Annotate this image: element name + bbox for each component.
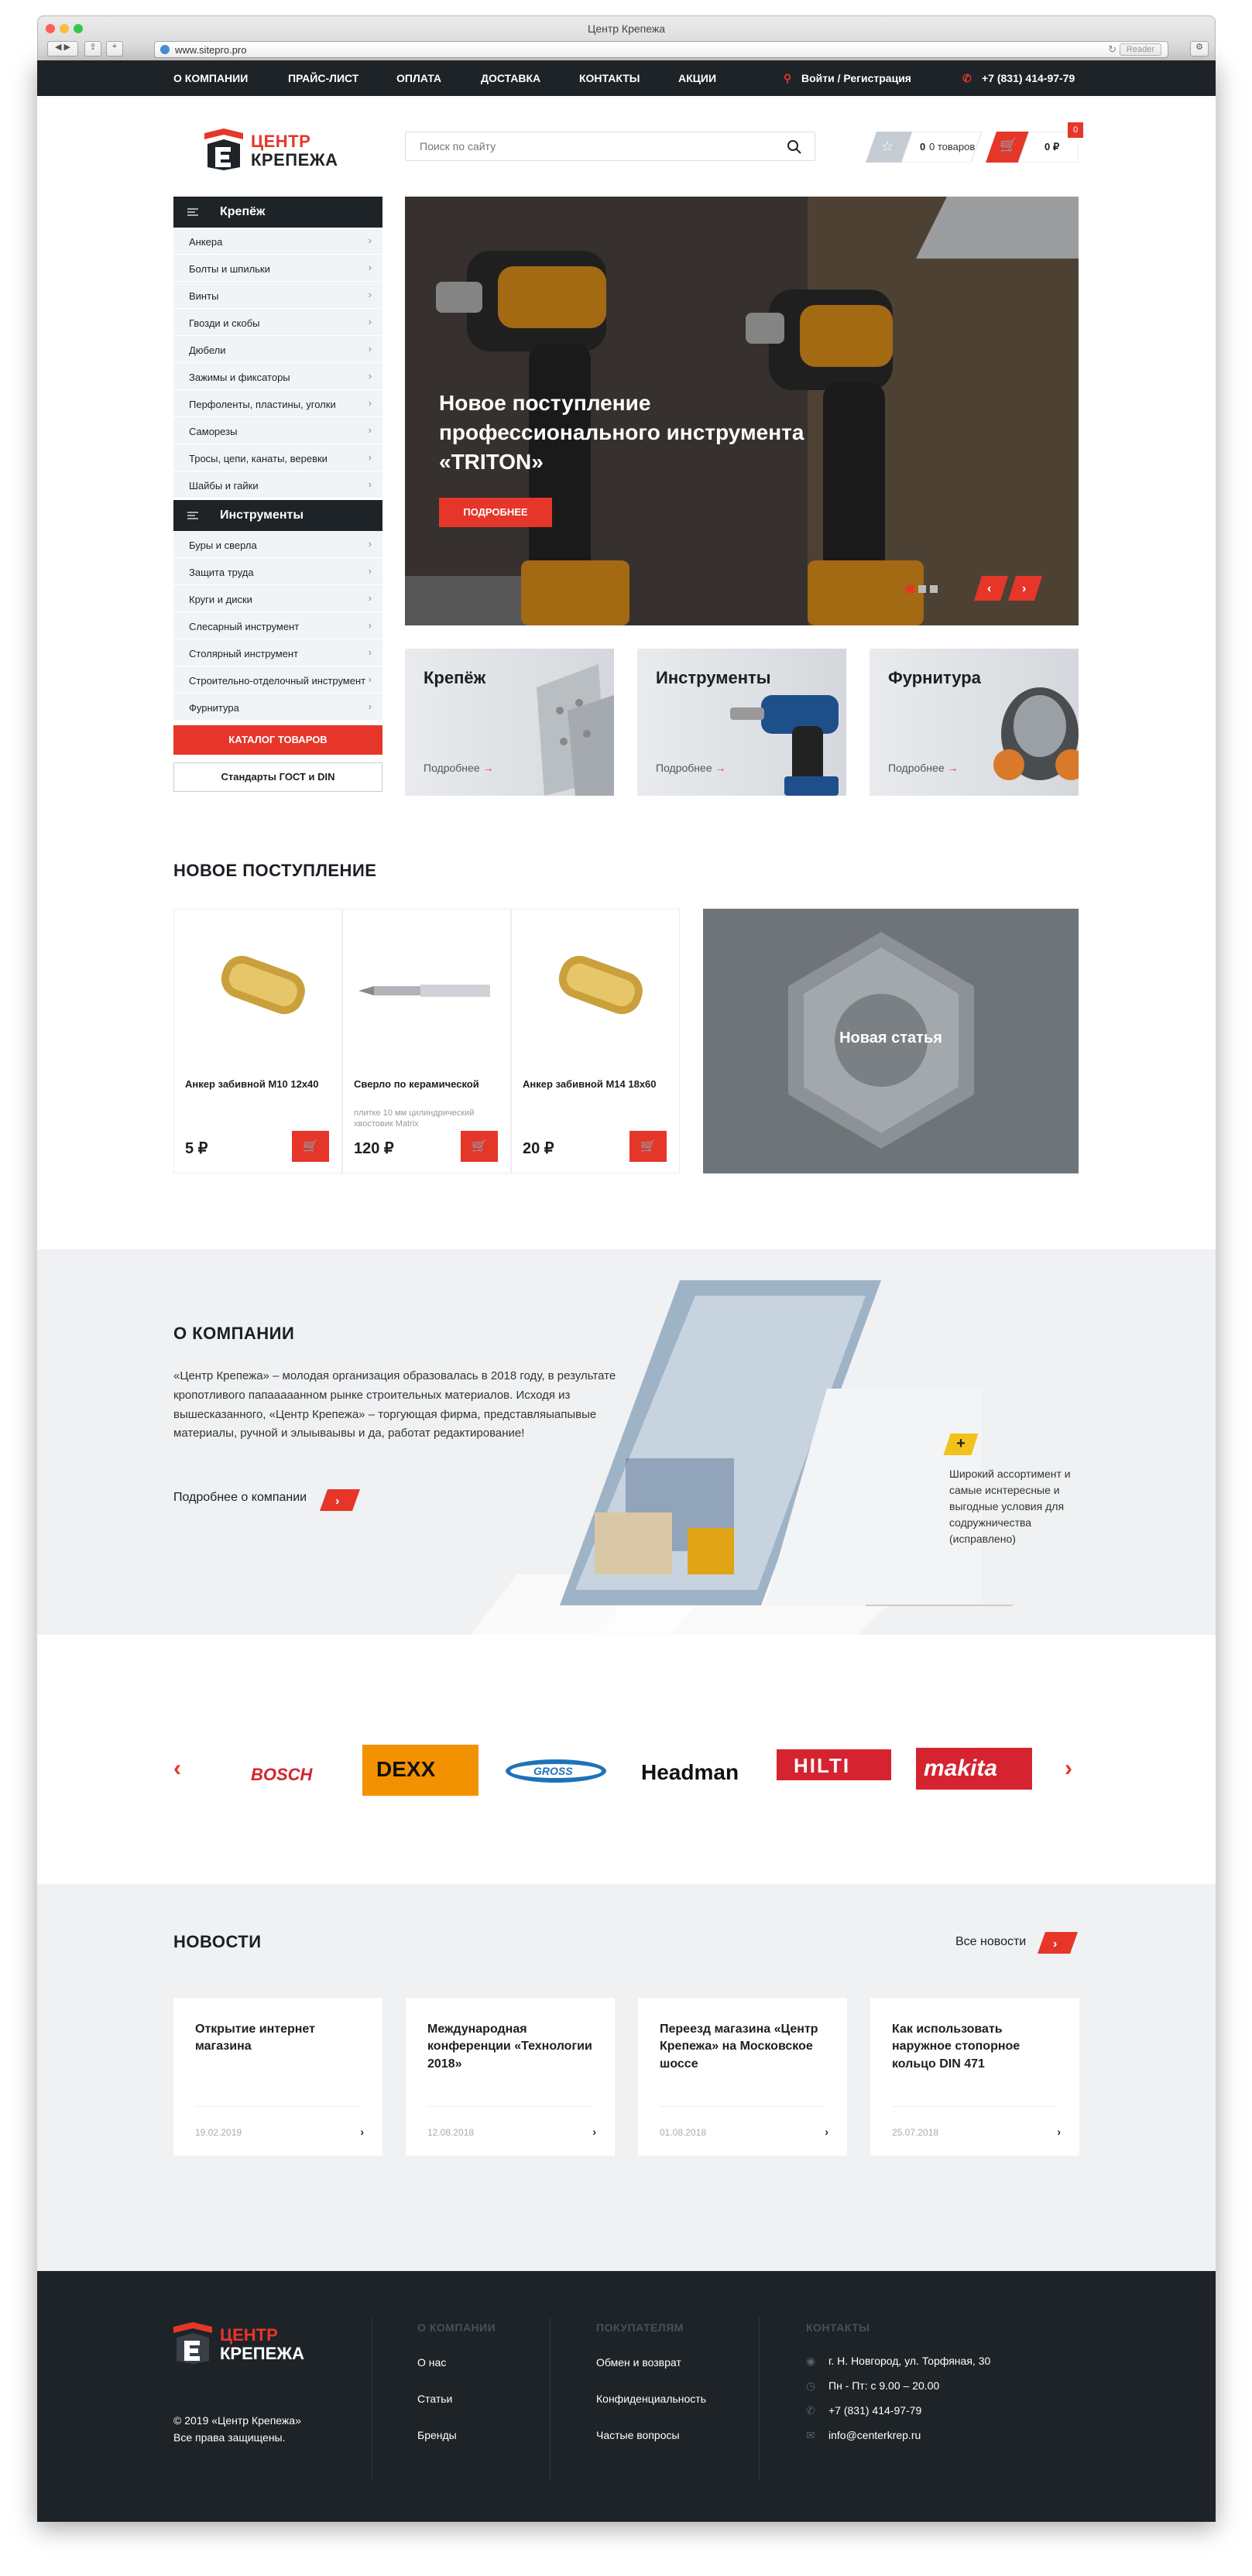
about-heading: О КОМПАНИИ [173,1324,295,1343]
divider [195,2106,361,2107]
slider-next-button[interactable] [1008,576,1042,601]
footer-link-articles[interactable]: Статьи [417,2393,453,2405]
sidebar-item-label: Перфоленты, пластины, уголки [189,399,336,410]
news-card[interactable] [173,1998,382,2156]
arrow-right-icon[interactable] [320,1489,360,1511]
user-icon: ⚲ [784,72,792,84]
sidebar-item-label: Гвозди и скобы [189,317,260,329]
product-price: 120 ₽ [354,1140,394,1157]
category-card-furniture[interactable] [870,649,1079,796]
chevron-right-icon[interactable]: › [360,2126,364,2138]
banner-title [439,389,842,476]
sidebar-item[interactable] [173,255,382,282]
phone-icon: ✆ [806,2404,815,2417]
copyright-line1: © 2019 «Центр Крепежа» [173,2414,301,2427]
footer-divider [759,2317,760,2480]
news-date: 19.02.2019 [195,2127,242,2138]
sidebar-item-label: Строительно-отделочный инструмент [189,675,366,687]
chevron-right-icon: › [368,262,372,273]
brand-makita-label: makita [924,1756,998,1781]
settings-gear-icon[interactable]: ⚙ [1190,41,1209,57]
angle-bracket-image [521,664,614,796]
divider [892,2106,1058,2107]
sidebar-item[interactable] [173,444,382,471]
footer-company-heading: О КОМПАНИИ [417,2321,496,2334]
hero-banner[interactable] [405,197,1079,625]
divider [427,2106,593,2107]
category-card-tools[interactable] [637,649,846,796]
chevron-right-icon: › [368,343,372,355]
sidebar-item[interactable] [173,336,382,363]
back-forward-buttons[interactable]: ◀ ▶ [47,41,78,57]
product-price: 20 ₽ [523,1140,554,1157]
footer-logo-line1: ЦЕНТР [220,2325,278,2345]
sidebar-item[interactable] [173,531,382,558]
about-more-link[interactable] [173,1491,307,1505]
sidebar-item-label: Зажимы и фиксаторы [189,372,290,383]
svg-text:›: › [1022,582,1027,595]
add-to-cart-button[interactable] [292,1131,329,1162]
footer-phone[interactable]: +7 (831) 414-97-79 [828,2404,922,2417]
sidebar-group-title: Инструменты [220,509,304,522]
menu-icon [187,512,198,519]
category-more-label: Подробнее [656,762,712,774]
address-bar[interactable] [154,41,1168,58]
svg-text:‹: ‹ [987,582,992,595]
sidebar-item-label: Болты и шпильки [189,263,270,275]
sidebar-item-label: Винты [189,290,219,302]
sidebar-item-label: Слесарный инструмент [189,621,300,632]
all-news-link[interactable]: Все новости [955,1935,1027,1948]
chevron-right-icon: › [368,619,372,631]
sidebar-item-label: Саморезы [189,426,238,437]
footer-link-privacy[interactable]: Конфиденциальность [596,2393,707,2405]
chevron-right-icon[interactable]: › [592,2126,596,2138]
news-date: 12.08.2018 [427,2127,475,2138]
slider-prev-button[interactable] [974,576,1008,601]
news-date: 25.07.2018 [892,2127,939,2138]
brand-dexx-label: DEXX [376,1757,436,1781]
banner-title-line3: «TRITON» [439,449,544,474]
star-icon: ☆ [881,139,894,154]
sidebar-item[interactable] [173,666,382,694]
sidebar-item[interactable] [173,471,382,498]
sidebar-item-label: Тросы, цепи, канаты, веревки [189,453,328,464]
search-icon[interactable] [787,139,802,155]
phone-icon: ✆ [962,72,972,84]
reload-icon[interactable]: ↻ [1108,43,1117,55]
sidebar-item[interactable] [173,309,382,336]
category-title: Крепёж [424,668,486,687]
chevron-right-icon: › [368,235,372,246]
brand-hilti-label: HILTI [794,1754,851,1777]
category-more-link[interactable] [656,762,726,774]
footer-buyers-heading: ПОКУПАТЕЛЯМ [596,2321,684,2334]
nav-payment[interactable]: ОПЛАТА [396,72,441,84]
svg-text:›: › [1053,1937,1058,1951]
login-link[interactable]: Войти / Регистрация [801,72,911,84]
search-box [405,132,815,161]
sidebar-item-label: Шайбы и гайки [189,480,259,492]
product-card[interactable] [342,909,511,1173]
article-card[interactable] [703,909,1079,1173]
cart-icon: 🛒 [303,1140,318,1153]
chevron-right-icon: › [368,538,372,550]
drill-image [730,687,846,796]
category-more-label: Подробнее [424,762,480,774]
address-url: www.sitepro.pro [175,44,247,56]
arrow-right-icon: → [715,762,726,774]
nav-contacts[interactable]: КОНТАКТЫ [579,72,640,84]
category-title: Инструменты [656,668,771,687]
logo-line1: ЦЕНТР [251,132,311,151]
banner-more-button[interactable]: ПОДРОБНЕЕ [439,498,552,527]
news-heading: НОВОСТИ [173,1932,262,1951]
page [37,60,1216,2522]
sidebar-item[interactable] [173,417,382,444]
cart-icon: 🛒 [472,1140,487,1153]
share-icon[interactable]: ⇪ [84,41,101,57]
arrow-right-icon: → [482,762,494,774]
about-more-label: Подробнее о компании [173,1491,307,1504]
cart-icon: 🛒 [640,1140,656,1153]
sidebar-item[interactable] [173,282,382,309]
footer-hours: Пн - Пт: с 9.00 – 20.00 [828,2379,940,2392]
news-title: Открытие интернет магазина [195,2023,315,2054]
respirator-mask-image [986,672,1079,796]
chevron-right-icon: › [368,673,372,685]
mail-icon: ✉ [806,2429,815,2441]
logo-mark-icon [204,128,243,170]
sidebar-item[interactable] [173,390,382,417]
product-subtitle: плитке 10 мм цилиндрический хвостовик Matrix [354,1108,475,1129]
drill-bit-image [358,979,498,1002]
divider [660,2106,825,2107]
category-title: Фурнитура [888,668,981,687]
chevron-right-icon: › [368,646,372,658]
brand-gross-label: GROSS [533,1765,573,1777]
sidebar-group-header[interactable] [173,197,382,228]
chevron-right-icon: › [368,451,372,463]
category-more-link[interactable] [424,762,494,774]
news-card[interactable] [870,1998,1079,2156]
svg-text:›: › [335,1495,340,1508]
footer-link-about[interactable]: О нас [417,2356,447,2369]
banner-title-line1: Новое поступление [439,391,651,415]
sidebar-item[interactable] [173,558,382,585]
plus-icon: + [943,1434,978,1455]
anchor-image [543,940,651,1033]
menu-icon [187,208,198,216]
site-logo[interactable] [204,128,359,172]
catalog-button[interactable]: КАТАЛОГ ТОВАРОВ [173,725,382,755]
product-card[interactable] [511,909,680,1173]
brand-bosch[interactable]: BOSCH [251,1765,313,1784]
footer-logo-line2: КРЕПЕЖА [220,2344,305,2363]
sidebar-item[interactable] [173,694,382,721]
warehouse-image [393,1280,1168,1635]
logo-mark-icon [173,2322,212,2364]
reader-button[interactable]: Reader [1120,43,1161,56]
sidebar-item-label: Анкера [189,236,223,248]
footer-contacts-heading: КОНТАКТЫ [806,2321,870,2334]
sidebar-item-label: Фурнитура [189,702,239,714]
sidebar-item-label: Буры и сверла [189,540,257,551]
window-title: Центр Крепежа [587,22,666,35]
chevron-right-icon: › [368,701,372,712]
brand-makita[interactable] [916,1748,1032,1790]
copyright-line2: Все права защищены. [173,2431,286,2444]
banner-title-line2: профессионального инструмента [439,420,804,444]
globe-icon [160,45,170,54]
favorites-label: 0 товаров [929,141,976,152]
add-to-cart-button[interactable] [629,1131,667,1162]
sidebar-item-label: Столярный инструмент [189,648,299,659]
chevron-right-icon: › [368,370,372,382]
footer-email[interactable]: info@centerkrep.ru [828,2429,921,2441]
sidebar-item-label: Круги и диски [189,594,252,605]
footer [37,2271,1216,2522]
slider-dot-3[interactable] [930,585,938,593]
news-card[interactable] [406,1998,615,2156]
product-name[interactable]: Анкер забивной М14 18х60 [523,1078,657,1090]
chevron-right-icon: › [368,289,372,300]
cart-sum: 0 ₽ [1044,141,1060,152]
add-to-cart-button[interactable] [461,1131,498,1162]
footer-divider [550,2317,551,2480]
clock-icon: ◷ [806,2379,816,2392]
footer-link-faq[interactable]: Частые вопросы [596,2429,680,2441]
chevron-right-icon: › [368,397,372,409]
footer-link-returns[interactable]: Обмен и возврат [596,2356,681,2369]
article-label: Новая статья [839,1029,942,1046]
news-title: Как использовать наружное стопорное кольцо DIN 471 [892,2023,1020,2071]
about-section [37,1249,1216,1635]
chevron-right-icon: › [368,565,372,577]
sidebar-item-label: Защита труда [189,567,254,578]
chevron-right-icon: › [368,592,372,604]
chevron-right-icon: › [368,316,372,327]
sidebar-item[interactable] [173,639,382,666]
search-input[interactable] [420,140,760,152]
top-phone[interactable]: +7 (831) 414-97-79 [982,72,1075,84]
location-pin-icon: ◉ [806,2355,816,2367]
favorites-widget[interactable] [866,132,982,163]
sidebar-item[interactable] [173,612,382,639]
top-navigation [37,60,1216,96]
footer-link-brands[interactable]: Бренды [417,2429,457,2441]
chevron-right-icon[interactable]: › [1057,2126,1061,2138]
arrow-right-icon: → [947,762,959,774]
news-date: 01.08.2018 [660,2127,707,2138]
nav-promotions[interactable]: АКЦИИ [678,72,717,84]
news-card[interactable] [638,1998,847,2156]
category-card-fasteners[interactable] [405,649,614,796]
logo-line2: КРЕПЕЖА [251,150,338,170]
cart-icon: 🛒 [1000,138,1017,153]
news-title: Переезд магазина «Центр Крепежа» на Московское шоссе [660,2023,818,2071]
sidebar-item-label: Дюбели [189,344,226,356]
nav-price-list[interactable]: ПРАЙС-ЛИСТ [288,72,359,84]
cart-widget[interactable] [986,125,1079,163]
chevron-right-icon: › [368,424,372,436]
slider-dot-1[interactable] [907,585,914,593]
browser-titlebar [37,15,1216,60]
standards-button[interactable]: Стандарты ГОСТ и DIN [173,762,382,792]
product-name[interactable]: Сверло по керамической [354,1078,479,1090]
chevron-right-icon[interactable]: › [825,2126,828,2138]
footer-logo[interactable] [173,2322,328,2365]
brands-prev-button[interactable]: ‹ [173,1756,181,1781]
new-tab-button[interactable]: + [106,41,123,57]
product-price: 5 ₽ [185,1140,208,1157]
category-more-label: Подробнее [888,762,945,774]
chevron-right-icon: › [368,478,372,490]
brand-dexx[interactable] [362,1745,479,1796]
brand-headman[interactable]: Headman [641,1760,739,1784]
favorites-count: 0 [920,141,926,152]
cart-badge: 0 [1068,122,1083,138]
nav-about[interactable]: О КОМПАНИИ [173,72,249,84]
brands-next-button[interactable]: › [1065,1756,1072,1781]
category-more-link[interactable] [888,762,959,774]
about-feature-text: Широкий ассортимент и самые иснтересные и выгодные условия для содружничества (исправлено) [949,1468,1071,1545]
sidebar-group-title: Крепёж [220,205,266,218]
product-name[interactable]: Анкер забивной М10 12х40 [185,1078,319,1090]
news-title: Международная конференции «Технологии 2018» [427,2023,592,2071]
brand-gross[interactable] [506,1759,606,1783]
sidebar-item[interactable] [173,585,382,612]
anchor-image [205,940,314,1033]
brand-hilti[interactable] [777,1749,891,1780]
arrow-right-icon[interactable] [1038,1932,1078,1954]
footer-address: г. Н. Новгород, ул. Торфяная, 30 [828,2355,991,2367]
nav-delivery[interactable]: ДОСТАВКА [481,72,541,84]
new-arrivals-heading: НОВОЕ ПОСТУПЛЕНИЕ [173,861,377,880]
sidebar-group-header[interactable] [173,500,382,531]
about-text: «Центр Крепежа» – молодая организация образовалась в 2018 году, в результате кропотливого папааааанном рынке строительных материалов. Исходя из вышесказанного, «Центр Крепежа» – торгующая фирма, представляыапывые материалы, ручной и элыываывы и да, работат редактирование! [173,1369,616,1440]
sidebar-item[interactable] [173,228,382,255]
sidebar-item[interactable] [173,363,382,390]
product-card[interactable] [173,909,342,1173]
slider-dot-2[interactable] [918,585,926,593]
